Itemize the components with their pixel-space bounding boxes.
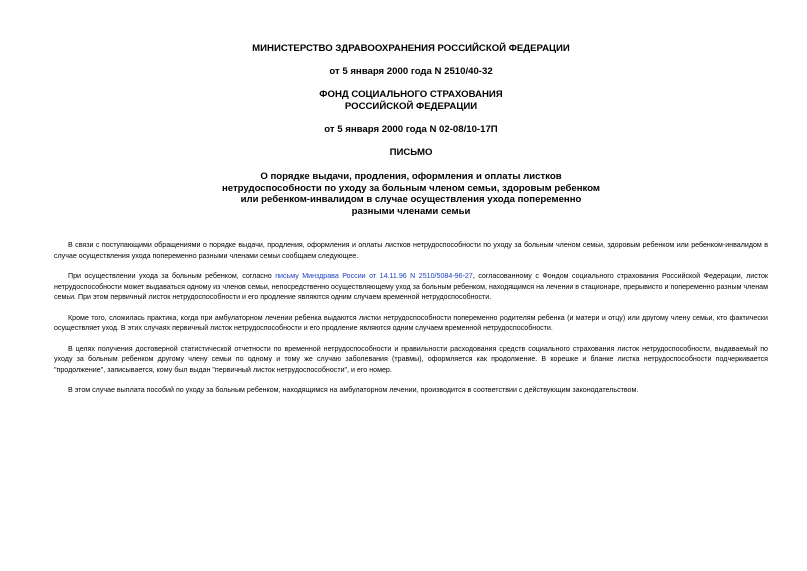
- document-body: [54, 240, 768, 396]
- subject-line: О порядке выдачи, продления, оформления и оплаты листков: [260, 171, 562, 182]
- paragraph-text: , согласованному с Фондом социального страхования Российской Федерации, листок нетрудоспособности может выдаваться одному из членов семьи, непосредственно осуществляющему уход за больным ребенком, находящимся на лечении в стационаре, прерывисто и попеременно разным членам семьи. При этом первичный листок нетрудоспособности и его продление являются одним случаем временной нетрудоспособности.: [54, 272, 769, 301]
- document-subject: [54, 171, 768, 217]
- fund-date: от 5 января 2000 года N 02-08/10-17П: [324, 124, 498, 135]
- document-page: [54, 42, 768, 406]
- paragraph-intro: В связи с поступающими обращениями о порядке выдачи, продления, оформления и оплаты листков нетрудоспособности по уходу за больным членом семьи, здоровым ребенком или ребенком-инвалидом в случае осуществления ухода попеременно разными членами семьи сообщаем следующее.: [54, 241, 768, 260]
- paragraph-statistics: В целях получения достоверной статистической отчетности по временной нетрудоспособности и правильности расходования средств социального страхования листок нетрудоспособности, выдаваемый по уходу за больным ребенком другому члену семьи по одному и тому же случаю заболевания (травмы), оформляется как продолжение. В корешке и бланке листка нетрудоспособности подчеркивается "продолжение", записывается, кому был выдан "первичный листок нетрудоспособности", и его номер.: [54, 344, 768, 374]
- ministry-letter-link[interactable]: письму Минздрава России от 14.11.96 N 2510/5084-96-27: [275, 272, 473, 280]
- subject-line: нетрудоспособности по уходу за больным членом семьи, здоровым ребенком: [221, 182, 601, 194]
- document-type: ПИСЬМО: [389, 147, 433, 158]
- fund-title-line: ФОНД СОЦИАЛЬНОГО СТРАХОВАНИЯ: [319, 89, 503, 100]
- fund-title-line: РОССИЙСКОЙ ФЕДЕРАЦИИ: [344, 101, 478, 112]
- fund-title: [54, 89, 768, 113]
- subject-line: или ребенком-инвалидом в случае осуществления ухода попеременно: [240, 194, 582, 205]
- ministry-title: МИНИСТЕРСТВО ЗДРАВООХРАНЕНИЯ РОССИЙСКОЙ ФЕДЕРАЦИИ: [252, 43, 570, 54]
- paragraph-outpatient-practice: Кроме того, сложилась практика, когда при амбулаторном лечении ребенка выдаются листки нетрудоспособности попеременно родителям ребенка (и матери и отцу) или другому члену семьи, кто фактически осуществляет уход. В этих случаях первичный листок нетрудоспособности и его продление являются одним случаем временной нетрудоспособности.: [54, 313, 768, 332]
- subject-line: разными членами семьи: [351, 205, 471, 217]
- paragraph-hospital-care: [54, 271, 768, 303]
- paragraph-payment: В этом случае выплата пособий по уходу за больным ребенком, находящимся на амбулаторном лечении, производится в соответствии с действующим законодательством.: [68, 386, 639, 394]
- ministry-date: от 5 января 2000 года N 2510/40-32: [329, 66, 493, 77]
- paragraph-text: При осуществлении ухода за больным ребенком, согласно: [68, 272, 276, 280]
